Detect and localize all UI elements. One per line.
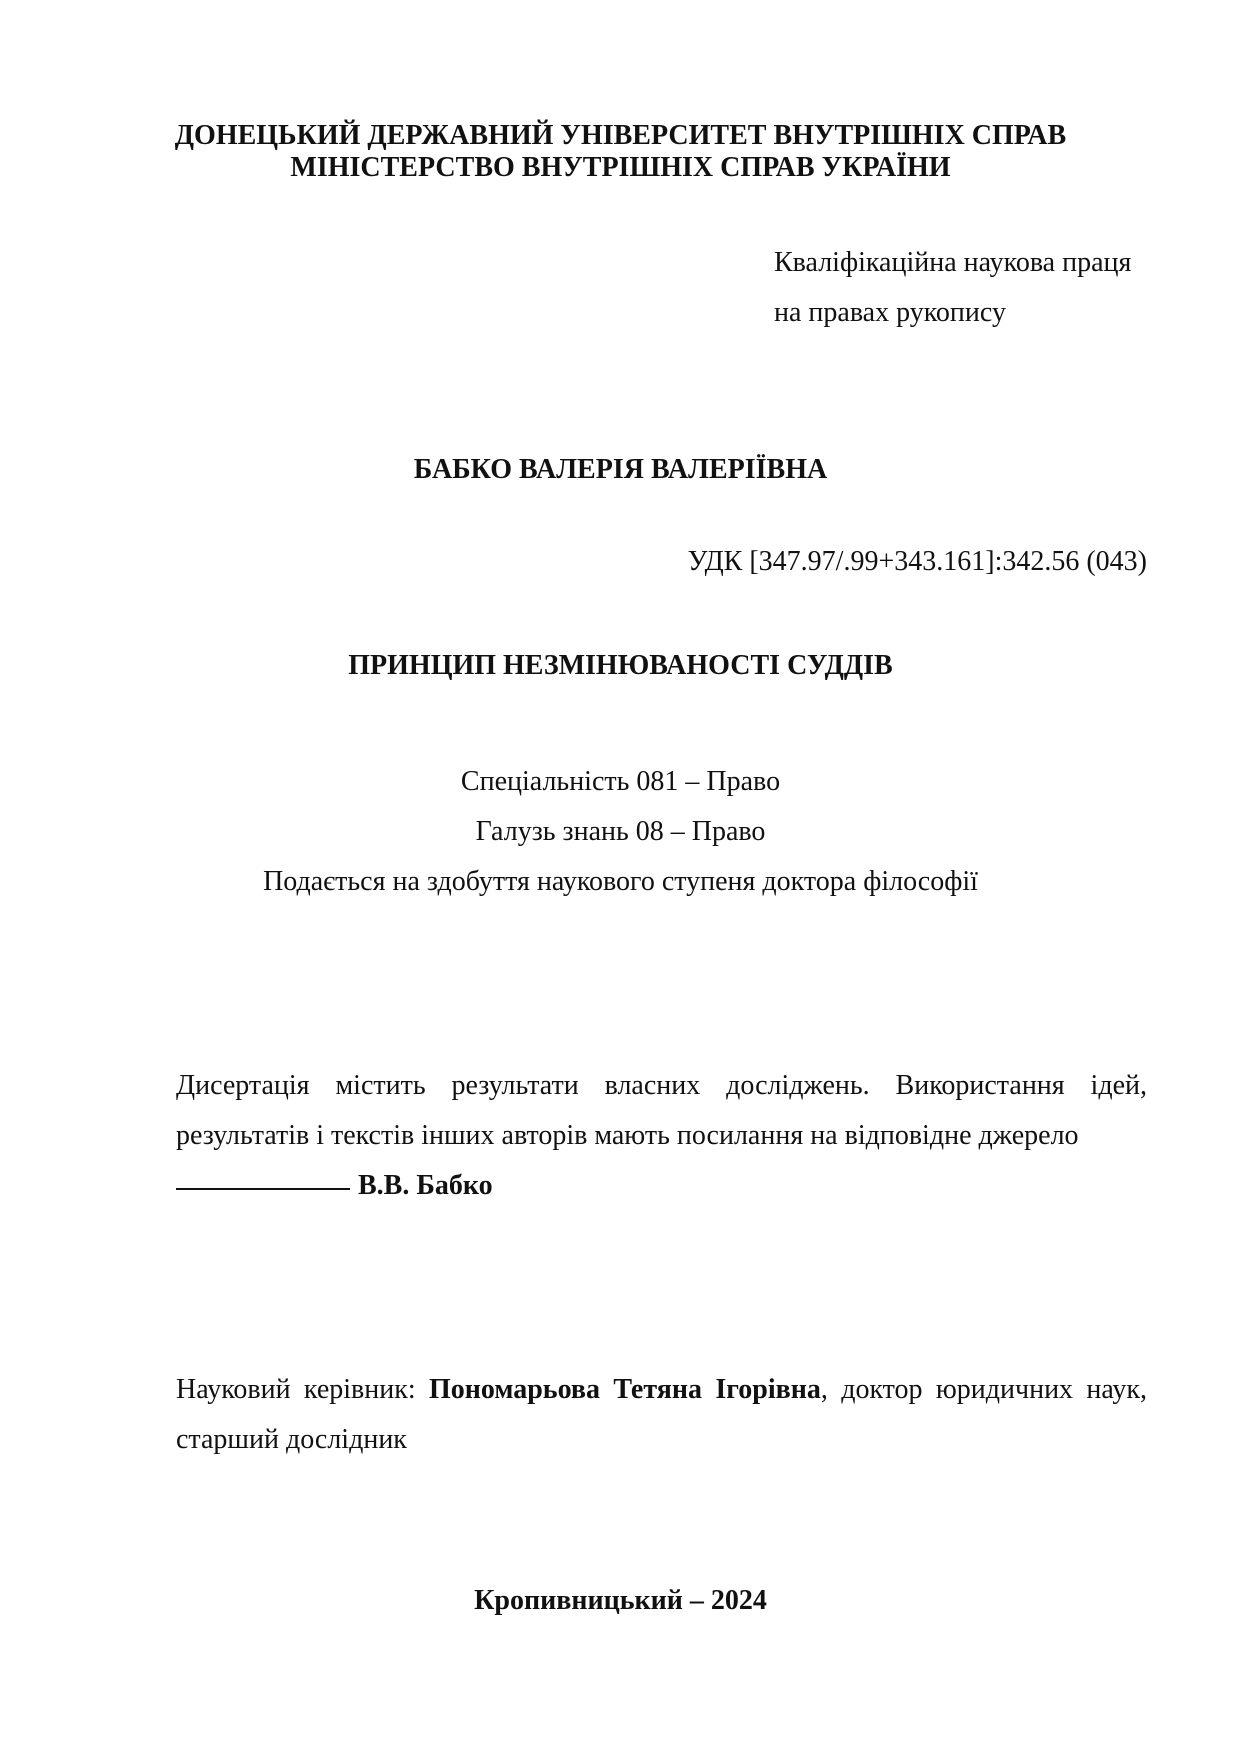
place-and-year: Кропивницький – 2024	[474, 1585, 767, 1616]
udc-code: УДК [347.97/.99+343.161]:342.56 (043)	[687, 546, 1147, 577]
field-of-knowledge-line: Галузь знань 08 – Право	[475, 816, 766, 847]
supervisor-label: Науковий керівник:	[176, 1374, 416, 1405]
work-status-line2: на правах рукопису	[774, 297, 1006, 328]
author-name: БАБКО ВАЛЕРІЯ ВАЛЕРІЇВНА	[413, 454, 828, 485]
work-status-line1: Кваліфікаційна наукова праця	[774, 247, 1132, 278]
supervisor-rank: старший дослідник	[176, 1424, 407, 1455]
ministry-name: МІНІСТЕРСТВО ВНУТРІШНІХ СПРАВ УКРАЇНИ	[290, 152, 951, 183]
supervisor-degree: , доктор юридичних наук,	[820, 1374, 1147, 1405]
signature-row	[176, 1170, 493, 1202]
declaration-line2: результатів і текстів інших авторів мають посилання на відповідне джерело	[176, 1120, 1079, 1151]
supervisor-name: Пономарьова Тетяна Ігорівна	[428, 1374, 821, 1405]
declaration-line1: Дисертація містить результати власних досліджень. Використання ідей,	[176, 1070, 1147, 1101]
signature-line	[176, 1188, 350, 1190]
dissertation-title: ПРИНЦИП НЕЗМІНЮВАНОСТІ СУДДІВ	[348, 650, 893, 681]
supervisor-line1	[176, 1374, 1147, 1406]
university-name: ДОНЕЦЬКИЙ ДЕРЖАВНИЙ УНІВЕРСИТЕТ ВНУТРІШНІХ СПРАВ	[174, 120, 1067, 151]
specialty-line: Спеціальність 081 – Право	[460, 766, 781, 797]
signature-name: В.В. Бабко	[358, 1170, 493, 1201]
degree-line: Подається на здобуття наукового ступеня доктора філософії	[263, 866, 978, 897]
